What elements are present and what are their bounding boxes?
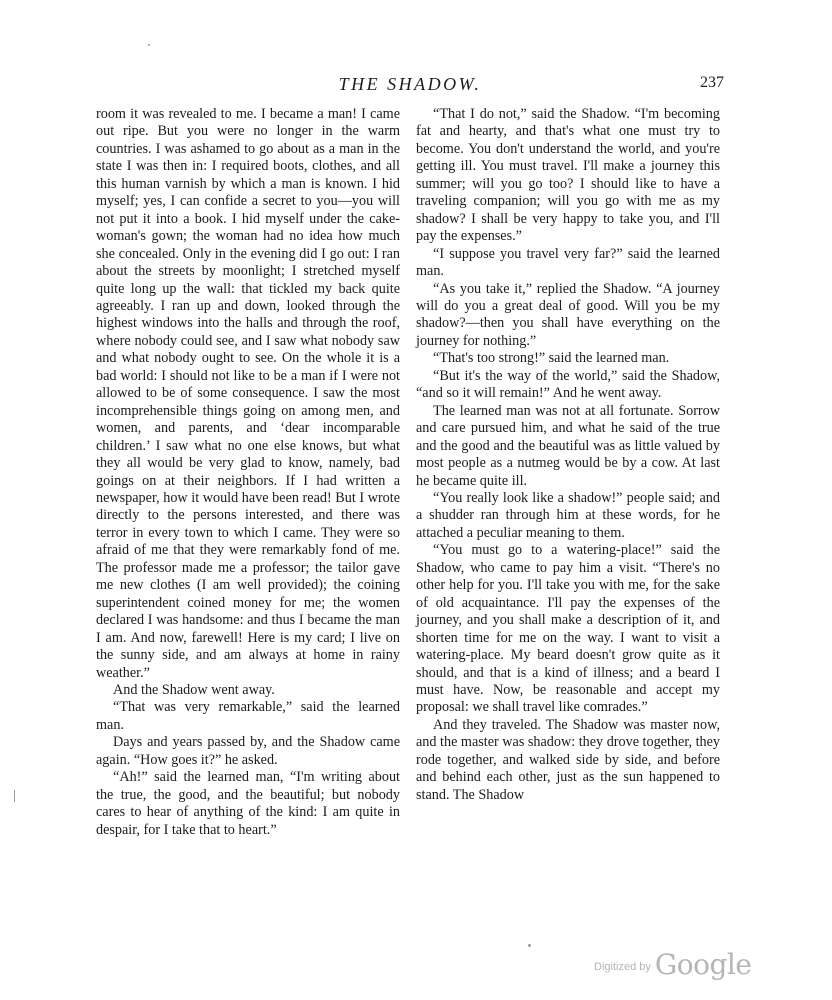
paragraph: room it was revealed to me. I became a man! I came out ripe. But you were no longer in the warm countries. I was ashamed to go about as a man in the state I was then in: I required boots, clothes, and all this human varnish by which a man is known. I hid myself; yes, I can confide a secret to you—you will not put it into a book. I hid myself under the cake-woman's gown; the woman had no idea how much she concealed. Only in the evening did I go out: I ran about the streets by moonlight; I stretched myself quite long up the wall: that tickled my back quite agreeably. I ran up and down, looked through the highest windows into the halls and through the roof, where nobody could see, and I saw what nobody saw and what nobody ought to see. On the whole it is a bad world: I should not like to be a man if I were not allowed to be of some consequence. I saw the most incomprehensible things going on among men, and women, and parents, and ‘dear incomparable children.’ I saw what no one else knows, but what they all would be very glad to know, namely, bad goings on at their neighbors. If I had written a newspaper, how it would have been read! But I wrote directly to the persons interested, and there was terror in every town to which I came. They were so afraid of me that they were remarkably fond of me. The professor made me a professor; the tailor gave me new clothes (I am well provided); the coining superintendent coined money for me; the women declared I was handsome: and thus I became the man I am. And now, farewell! Here is my card; I live on the sunny side, and am always at home in rainy weather.” — [96, 106, 400, 681]
paragraph: “That was very remarkable,” said the learned man. — [96, 699, 400, 733]
scan-speck — [14, 790, 15, 802]
running-head: THE SHADOW. — [338, 74, 482, 94]
paragraph: And they traveled. The Shadow was master now, and the master was shadow: they drove together, they rode together, and walked side by side, and before and behind each other, just as the sun happened to stand. The Shadow — [416, 716, 720, 803]
paragraph: The learned man was not at all fortunate. Sorrow and care pursued him, and what he said of the true and the good and the beautiful was as little valued by most people as a nutmeg would be by a cow. At last he became quite ill. — [416, 402, 720, 489]
paragraph: And the Shadow went away. — [113, 681, 275, 698]
right-column — [416, 106, 720, 804]
scan-speck — [528, 944, 531, 947]
digitized-label: Digitized by — [594, 961, 651, 973]
paragraph: “You really look like a shadow!” people said; and a shudder ran through him at these words, for he attached a peculiar meaning to them. — [416, 489, 720, 541]
paragraph: “As you take it,” replied the Shadow. “A journey will do you a great deal of good. Will you be my shadow?—then you shall have everything on the journey for nothing.” — [416, 280, 720, 349]
page-header — [96, 74, 724, 98]
scan-speck — [148, 44, 150, 46]
paragraph: “You must go to a watering-place!” said the Shadow, who came to pay him a visit. “There's no other help for you. I'll take you with me, for the sake of old acquaintance. I'll pay the expenses of the journey, and you shall make a description of it, and shorten time for me on the way. I want to visit a watering-place. My beard doesn't grow quite as it should, and that is a kind of illness; and a beard I must have. Now, be reasonable and accept my proposal: we shall travel like comrades.” — [416, 542, 720, 716]
paragraph: “But it's the way of the world,” said the Shadow, “and so it will remain!” And he went away. — [416, 367, 720, 402]
paragraph: “That's too strong!” said the learned man. — [433, 350, 670, 367]
digitized-watermark — [594, 948, 751, 981]
left-column — [96, 106, 400, 839]
paragraph: “That I do not,” said the Shadow. “I'm becoming fat and hearty, and that's what one must try to become. You don't understand the world, and you're getting ill. You must travel. I'll make a journey this summer; will you go too? I should like to have a traveling companion; will you go with me as my shadow? I shall be very happy to take you, and I'll pay the expenses.” — [416, 106, 720, 245]
paragraph: Days and years passed by, and the Shadow came again. “How goes it?” he asked. — [96, 734, 400, 768]
page-number: 237 — [700, 74, 724, 91]
paragraph: “Ah!” said the learned man, “I'm writing about the true, the good, and the beautiful; but nobody cares to hear of anything of the kind: I am quite in despair, for I take that to heart.” — [96, 769, 400, 838]
paragraph: “I suppose you travel very far?” said the learned man. — [416, 245, 720, 280]
google-logo: Google — [654, 948, 752, 981]
